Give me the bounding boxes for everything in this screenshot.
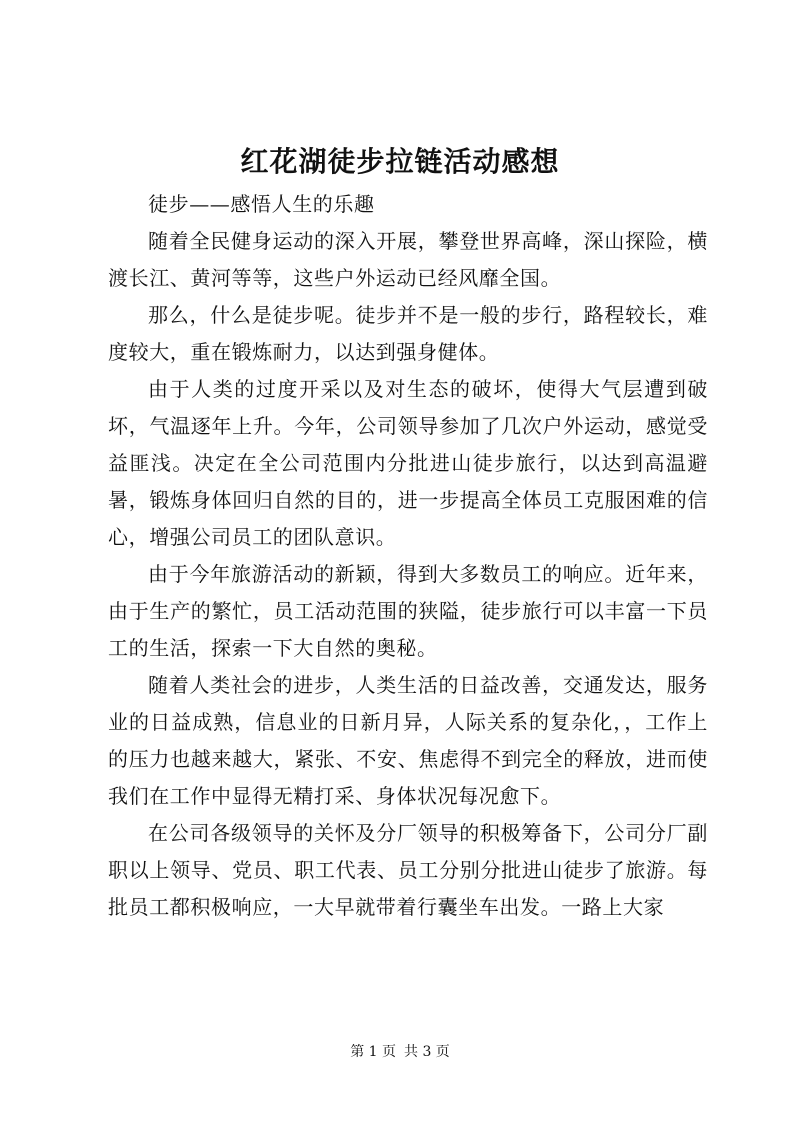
document-body [108,186,708,926]
page-footer [0,1042,800,1062]
document-title: 红花湖徒步拉链活动感想 [240,145,560,178]
paragraph: 那么，什么是徒步呢。徒步并不是一般的步行，路程较长，难度较大，重在锻炼耐力，以达到强身健体。 [108,303,708,364]
page-number: 第 1 页 [350,1044,396,1060]
paragraph-subtitle: 徒步——感悟人生的乐趣 [148,192,375,216]
paragraph: 随着全民健身运动的深入开展，攀登世界高峰，深山探险，横渡长江、黄河等等，这些户外运动已经风靡全国。 [108,229,708,290]
paragraph: 在公司各级领导的关怀及分厂领导的积极筹备下，公司分厂副职以上领导、党员、职工代表、员工分别分批进山徒步了旅游。每批员工都积极响应，一大早就带着行囊坐车出发。一路上大家 [108,821,708,919]
page-total: 共 3 页 [404,1044,450,1060]
paragraph: 随着人类社会的进步，人类生活的日益改善，交通发达，服务业的日益成熟，信息业的日新月异，人际关系的复杂化，，工作上的压力也越来越大，紧张、不安、焦虑得不到完全的释放，进而使我们在工作中显得无精打采、身体状况每况愈下。 [108,673,708,808]
paragraph: 由于今年旅游活动的新颖，得到大多数员工的响应。近年来，由于生产的繁忙，员工活动范围的狭隘，徒步旅行可以丰富一下员工的生活，探索一下大自然的奥秘。 [108,562,708,660]
paragraph: 由于人类的过度开采以及对生态的破坏，使得大气层遭到破坏，气温逐年上升。今年，公司领导参加了几次户外运动，感觉受益匪浅。决定在全公司范围内分批进山徒步旅行，以达到高温避暑，锻炼身体回归自然的目的，进一步提高全体员工克服困难的信心，增强公司员工的团队意识。 [108,377,708,549]
